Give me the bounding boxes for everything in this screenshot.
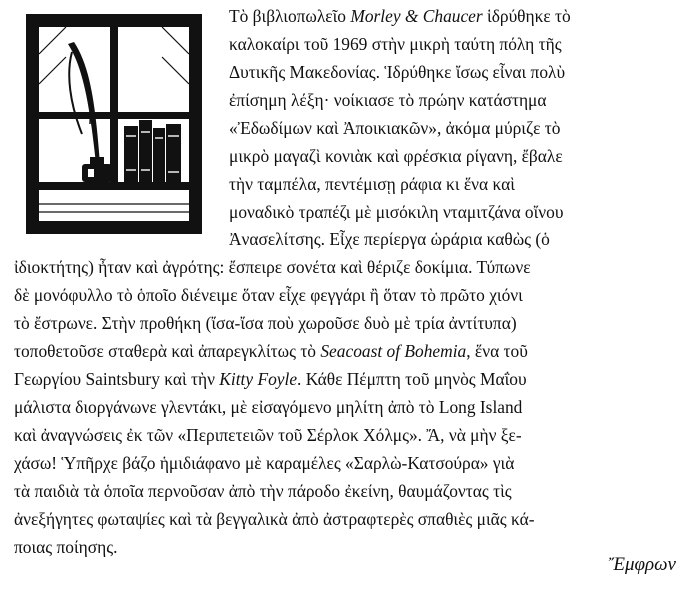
paragraph-line: καὶ ἀναγνώσεις ἐκ τῶν «Περιπετειῶν τοῦ Σέρλοκ Χόλμς». Ἄ, νὰ μὴν ξε- [14,425,522,445]
author-signature: Ἔμφρων [608,554,676,575]
paragraph-line: μοναδικὸ τραπέζι μὲ μισόκιλη νταμιτζάνα οἴνου [229,202,564,222]
paragraph-line: χάσω! Ὑπῆρχε βάζο ἡμιδιάφανο μὲ καραμέλες «Σαρλὼ-Κατσούρα» γιὰ [14,453,515,473]
paragraph-line: Ἀνασελίτσης. Εἶχε περίεργα ὡράρια καθὼς (ὁ [229,229,550,249]
text-run: τοποθετοῦσε σταθερὰ καὶ ἀπαρεγκλίτως τὸ [14,341,321,361]
text-run: , ἕνα τοῦ [466,341,528,361]
text-run: Τὸ βιβλιοπωλεῖο [229,6,351,26]
italic-title: Kitty Foyle [219,369,298,389]
window-lower-panel [39,190,189,221]
window-mullion-horizontal [39,112,189,119]
text-run: ἱδρύθηκε τὸ [482,6,571,26]
paragraph-line: καλοκαίρι τοῦ 1969 στὴν μικρὴ ταύτη πόλη τῆς [229,34,562,54]
paragraph-line: τὰ παιδιὰ τὰ ὁποῖα περνοῦσαν ἀπὸ τὴν πάροδο ἐκείνη, θαυμάζοντας τὶς [14,481,512,501]
text-run: Γεωργίου Saintsbury καὶ τὴν [14,369,220,389]
paragraph-line: τὴν ταμπέλα, πεντέμισῃ ράφια κι ἕνα καὶ [229,174,515,194]
paragraph-line [14,366,527,392]
paragraph-line: ἀνεξήγητες φωταψίες καὶ τὰ βεγγαλικὰ ἀπὸ ἀστραφτερὲς σπαθιὲς μιᾶς κά- [14,509,535,529]
window-books-illustration [26,14,202,234]
paragraph-line: ἐπίσημη λέξη· νοίκιασε τὸ πρώην κατάστημα [229,90,547,110]
paragraph-line: μικρὸ μαγαζὶ κονιὰκ καὶ φρέσκια ρίγανη, ἔβαλε [229,146,563,166]
paragraph-line: τὸ ἔστρωνε. Στὴν προθήκη (ἴσα-ἴσα ποὺ χωροῦσε δυὸ μὲ τρία ἀντίτυπα) [14,313,517,333]
paragraph-line [229,3,571,29]
window-sill [39,182,189,190]
italic-title: Seacoast of Bohemia [320,341,467,361]
paragraph-line: ποιας ποίησης. [14,537,118,557]
paragraph-line: ἰδιοκτήτης) ἦταν καὶ ἀγρότης: ἔσπειρε σονέτα καὶ θέριζε δοκίμια. Τύπωνε [14,257,531,277]
paragraph-line: δὲ μονόφυλλο τὸ ὁποῖο διένειμε ὅταν εἶχε φεγγάρι ἢ ὅταν τὸ πρῶτο χιόνι [14,285,523,305]
paragraph-line: «Ἐδωδίμων καὶ Ἀποικιακῶν», ἀκόμα μύριζε τὸ [229,118,561,138]
paragraph-line [14,338,528,364]
text-run: . Κάθε Πέμπτη τοῦ μηνὸς Μαΐου [297,369,527,389]
paragraph-line: μάλιστα διοργάνωνε γλεντάκι, μὲ εἰσαγόμενο μηλίτη ἀπὸ τὸ Long Island [14,397,523,417]
italic-title: Morley & Chaucer [350,6,483,26]
paragraph-line: Δυτικῆς Μακεδονίας. Ἱδρύθηκε ἴσως εἶναι πολὺ [229,62,566,82]
